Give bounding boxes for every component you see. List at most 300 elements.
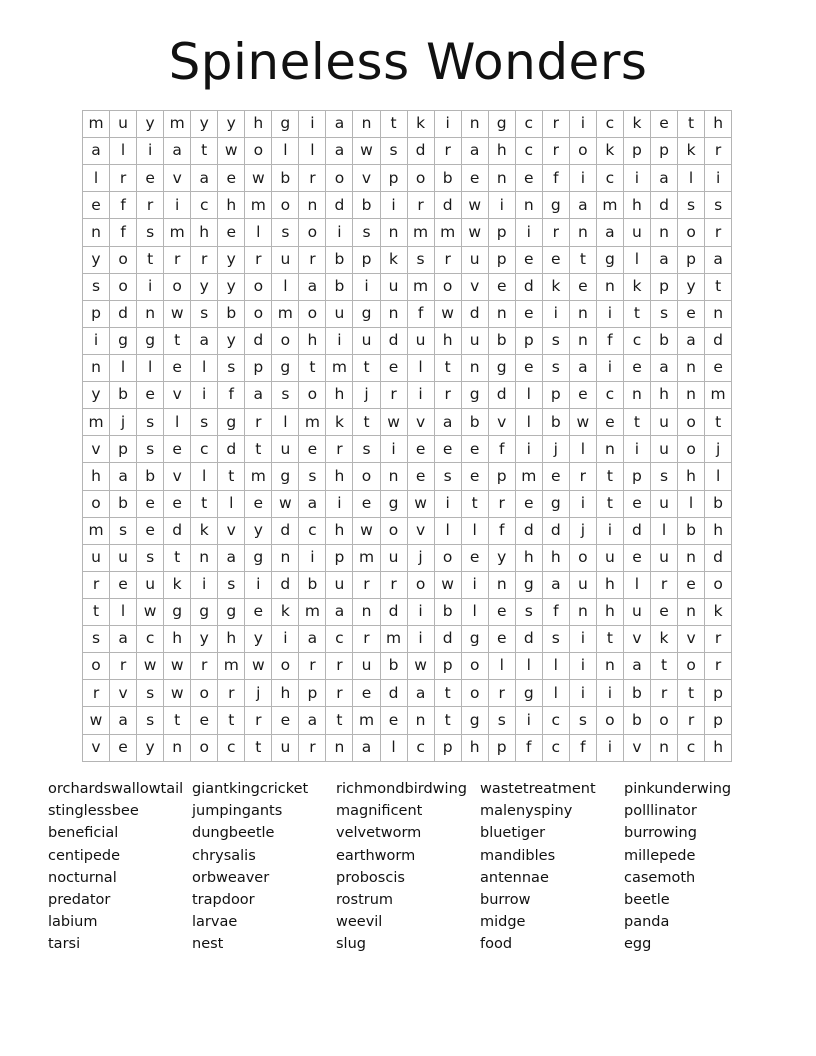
grid-cell[interactable]: h xyxy=(326,463,353,490)
grid-cell[interactable]: s xyxy=(650,463,677,490)
grid-cell[interactable]: l xyxy=(542,653,569,680)
grid-cell[interactable]: g xyxy=(110,327,137,354)
grid-cell[interactable]: o xyxy=(83,653,110,680)
grid-cell[interactable]: m xyxy=(164,111,191,138)
grid-cell[interactable]: p xyxy=(488,463,515,490)
grid-cell[interactable]: p xyxy=(434,734,461,761)
grid-cell[interactable]: e xyxy=(488,598,515,625)
grid-cell[interactable]: i xyxy=(407,598,434,625)
grid-cell[interactable]: r xyxy=(542,138,569,165)
grid-cell[interactable]: n xyxy=(272,544,299,571)
grid-cell[interactable]: u xyxy=(650,436,677,463)
grid-cell[interactable]: c xyxy=(542,734,569,761)
grid-cell[interactable]: a xyxy=(596,219,623,246)
grid-cell[interactable]: o xyxy=(245,273,272,300)
grid-cell[interactable]: l xyxy=(110,598,137,625)
grid-cell[interactable]: s xyxy=(83,626,110,653)
grid-cell[interactable]: p xyxy=(488,246,515,273)
grid-cell[interactable]: n xyxy=(380,300,407,327)
grid-cell[interactable]: t xyxy=(434,707,461,734)
grid-cell[interactable]: l xyxy=(272,273,299,300)
grid-cell[interactable]: b xyxy=(326,273,353,300)
grid-cell[interactable]: l xyxy=(110,138,137,165)
grid-cell[interactable]: i xyxy=(326,327,353,354)
grid-cell[interactable]: m xyxy=(218,653,245,680)
grid-cell[interactable]: a xyxy=(407,680,434,707)
grid-cell[interactable]: l xyxy=(110,354,137,381)
grid-cell[interactable]: w xyxy=(569,409,596,436)
grid-cell[interactable]: g xyxy=(515,680,542,707)
grid-cell[interactable]: p xyxy=(623,463,650,490)
grid-cell[interactable]: w xyxy=(137,653,164,680)
grid-cell[interactable]: l xyxy=(678,490,705,517)
grid-cell[interactable]: p xyxy=(353,246,380,273)
grid-cell[interactable]: r xyxy=(110,165,137,192)
grid-cell[interactable]: o xyxy=(272,192,299,219)
grid-cell[interactable]: s xyxy=(83,273,110,300)
grid-cell[interactable]: b xyxy=(678,517,705,544)
grid-cell[interactable]: p xyxy=(515,327,542,354)
grid-cell[interactable]: i xyxy=(407,382,434,409)
grid-cell[interactable]: e xyxy=(569,382,596,409)
grid-cell[interactable]: h xyxy=(515,544,542,571)
grid-cell[interactable]: n xyxy=(407,707,434,734)
grid-cell[interactable]: f xyxy=(515,734,542,761)
grid-cell[interactable]: y xyxy=(83,382,110,409)
grid-cell[interactable]: c xyxy=(299,517,326,544)
grid-cell[interactable]: e xyxy=(623,490,650,517)
grid-cell[interactable]: d xyxy=(705,544,732,571)
grid-cell[interactable]: r xyxy=(299,653,326,680)
grid-cell[interactable]: e xyxy=(272,707,299,734)
grid-cell[interactable]: i xyxy=(596,300,623,327)
grid-cell[interactable]: r xyxy=(650,571,677,598)
grid-cell[interactable]: d xyxy=(164,517,191,544)
grid-cell[interactable]: o xyxy=(461,653,488,680)
grid-cell[interactable]: w xyxy=(380,409,407,436)
grid-cell[interactable]: e xyxy=(353,490,380,517)
grid-cell[interactable]: m xyxy=(245,463,272,490)
grid-cell[interactable]: h xyxy=(461,734,488,761)
grid-cell[interactable]: t xyxy=(623,300,650,327)
grid-cell[interactable]: a xyxy=(191,327,218,354)
grid-cell[interactable]: s xyxy=(353,219,380,246)
grid-cell[interactable]: s xyxy=(110,517,137,544)
grid-cell[interactable]: a xyxy=(110,707,137,734)
grid-cell[interactable]: e xyxy=(380,354,407,381)
grid-cell[interactable]: n xyxy=(191,544,218,571)
grid-cell[interactable]: v xyxy=(678,626,705,653)
grid-cell[interactable]: y xyxy=(137,111,164,138)
grid-cell[interactable]: s xyxy=(488,707,515,734)
grid-cell[interactable]: s xyxy=(407,246,434,273)
grid-cell[interactable]: g xyxy=(380,490,407,517)
grid-cell[interactable]: e xyxy=(434,436,461,463)
grid-cell[interactable]: h xyxy=(245,111,272,138)
grid-cell[interactable]: e xyxy=(515,300,542,327)
grid-cell[interactable]: e xyxy=(407,436,434,463)
grid-cell[interactable]: d xyxy=(461,300,488,327)
grid-cell[interactable]: u xyxy=(380,273,407,300)
grid-cell[interactable]: v xyxy=(110,680,137,707)
grid-cell[interactable]: g xyxy=(488,111,515,138)
grid-cell[interactable]: e xyxy=(488,273,515,300)
grid-cell[interactable]: m xyxy=(407,273,434,300)
grid-cell[interactable]: h xyxy=(218,192,245,219)
grid-cell[interactable]: g xyxy=(488,354,515,381)
grid-cell[interactable]: p xyxy=(83,300,110,327)
grid-cell[interactable]: i xyxy=(245,571,272,598)
grid-cell[interactable]: j xyxy=(245,680,272,707)
grid-cell[interactable]: e xyxy=(245,490,272,517)
grid-cell[interactable]: i xyxy=(326,490,353,517)
grid-cell[interactable]: t xyxy=(596,490,623,517)
grid-cell[interactable]: g xyxy=(461,626,488,653)
grid-cell[interactable]: s xyxy=(353,436,380,463)
grid-cell[interactable]: t xyxy=(434,680,461,707)
grid-cell[interactable]: l xyxy=(191,463,218,490)
grid-cell[interactable]: i xyxy=(191,382,218,409)
grid-cell[interactable]: m xyxy=(434,219,461,246)
grid-cell[interactable]: e xyxy=(515,246,542,273)
grid-cell[interactable]: i xyxy=(380,192,407,219)
grid-cell[interactable]: h xyxy=(326,517,353,544)
grid-cell[interactable]: r xyxy=(380,382,407,409)
grid-cell[interactable]: e xyxy=(650,111,677,138)
grid-cell[interactable]: r xyxy=(110,653,137,680)
grid-cell[interactable]: e xyxy=(515,354,542,381)
grid-cell[interactable]: t xyxy=(353,354,380,381)
grid-cell[interactable]: a xyxy=(110,463,137,490)
grid-cell[interactable]: g xyxy=(272,354,299,381)
grid-cell[interactable]: w xyxy=(407,490,434,517)
grid-cell[interactable]: m xyxy=(515,463,542,490)
grid-cell[interactable]: i xyxy=(326,219,353,246)
grid-cell[interactable]: k xyxy=(650,626,677,653)
grid-cell[interactable]: o xyxy=(678,436,705,463)
grid-cell[interactable]: b xyxy=(623,707,650,734)
grid-cell[interactable]: r xyxy=(705,219,732,246)
grid-cell[interactable]: t xyxy=(299,354,326,381)
grid-cell[interactable]: t xyxy=(705,409,732,436)
grid-cell[interactable]: a xyxy=(326,138,353,165)
grid-cell[interactable]: k xyxy=(623,111,650,138)
grid-cell[interactable]: r xyxy=(488,490,515,517)
grid-cell[interactable]: r xyxy=(245,409,272,436)
grid-cell[interactable]: r xyxy=(380,571,407,598)
grid-cell[interactable]: d xyxy=(515,273,542,300)
grid-cell[interactable]: t xyxy=(569,246,596,273)
grid-cell[interactable]: m xyxy=(299,409,326,436)
grid-cell[interactable]: y xyxy=(191,111,218,138)
grid-cell[interactable]: m xyxy=(705,382,732,409)
grid-cell[interactable]: l xyxy=(569,436,596,463)
grid-cell[interactable]: p xyxy=(488,219,515,246)
grid-cell[interactable]: u xyxy=(569,571,596,598)
grid-cell[interactable]: l xyxy=(137,354,164,381)
grid-cell[interactable]: s xyxy=(299,463,326,490)
grid-cell[interactable]: e xyxy=(407,463,434,490)
grid-cell[interactable]: r xyxy=(353,626,380,653)
grid-cell[interactable]: a xyxy=(299,490,326,517)
grid-cell[interactable]: s xyxy=(137,409,164,436)
grid-cell[interactable]: i xyxy=(272,626,299,653)
grid-cell[interactable]: d xyxy=(542,517,569,544)
grid-cell[interactable]: n xyxy=(678,354,705,381)
grid-cell[interactable]: f xyxy=(569,734,596,761)
grid-cell[interactable]: i xyxy=(542,300,569,327)
grid-cell[interactable]: i xyxy=(569,490,596,517)
grid-cell[interactable]: b xyxy=(110,490,137,517)
grid-cell[interactable]: t xyxy=(245,436,272,463)
grid-cell[interactable]: t xyxy=(353,409,380,436)
grid-cell[interactable]: r xyxy=(191,653,218,680)
grid-cell[interactable]: a xyxy=(164,138,191,165)
grid-cell[interactable]: p xyxy=(299,680,326,707)
grid-cell[interactable]: r xyxy=(353,571,380,598)
grid-cell[interactable]: a xyxy=(650,165,677,192)
grid-cell[interactable]: p xyxy=(650,138,677,165)
grid-cell[interactable]: e xyxy=(623,354,650,381)
grid-cell[interactable]: s xyxy=(137,219,164,246)
grid-cell[interactable]: l xyxy=(272,409,299,436)
grid-cell[interactable]: e xyxy=(164,490,191,517)
grid-cell[interactable]: c xyxy=(678,734,705,761)
grid-cell[interactable]: a xyxy=(218,544,245,571)
grid-cell[interactable]: k xyxy=(542,273,569,300)
grid-cell[interactable]: f xyxy=(110,219,137,246)
grid-cell[interactable]: e xyxy=(164,354,191,381)
grid-cell[interactable]: l xyxy=(218,490,245,517)
grid-cell[interactable]: n xyxy=(488,571,515,598)
grid-cell[interactable]: s xyxy=(542,327,569,354)
grid-cell[interactable]: r xyxy=(705,138,732,165)
grid-cell[interactable]: g xyxy=(272,463,299,490)
grid-cell[interactable]: i xyxy=(488,192,515,219)
grid-cell[interactable]: a xyxy=(705,246,732,273)
grid-cell[interactable]: g xyxy=(164,598,191,625)
grid-cell[interactable]: b xyxy=(299,571,326,598)
grid-cell[interactable]: w xyxy=(461,192,488,219)
grid-cell[interactable]: g xyxy=(461,707,488,734)
grid-cell[interactable]: e xyxy=(245,598,272,625)
grid-cell[interactable]: u xyxy=(83,544,110,571)
grid-cell[interactable]: d xyxy=(380,327,407,354)
grid-cell[interactable]: w xyxy=(83,707,110,734)
grid-cell[interactable]: h xyxy=(191,219,218,246)
grid-cell[interactable]: l xyxy=(164,409,191,436)
grid-cell[interactable]: s xyxy=(137,680,164,707)
grid-cell[interactable]: l xyxy=(705,463,732,490)
grid-cell[interactable]: u xyxy=(326,300,353,327)
grid-cell[interactable]: l xyxy=(623,571,650,598)
grid-cell[interactable]: f xyxy=(542,598,569,625)
grid-cell[interactable]: t xyxy=(191,138,218,165)
grid-cell[interactable]: s xyxy=(137,707,164,734)
grid-cell[interactable]: p xyxy=(380,165,407,192)
grid-cell[interactable]: h xyxy=(164,626,191,653)
grid-cell[interactable]: t xyxy=(137,246,164,273)
grid-cell[interactable]: m xyxy=(299,598,326,625)
grid-cell[interactable]: t xyxy=(623,409,650,436)
grid-cell[interactable]: l xyxy=(245,219,272,246)
grid-cell[interactable]: e xyxy=(110,734,137,761)
grid-cell[interactable]: g xyxy=(596,246,623,273)
grid-cell[interactable]: s xyxy=(218,354,245,381)
grid-cell[interactable]: u xyxy=(650,544,677,571)
grid-cell[interactable]: m xyxy=(83,111,110,138)
grid-cell[interactable]: g xyxy=(542,192,569,219)
grid-cell[interactable]: v xyxy=(623,734,650,761)
grid-cell[interactable]: j xyxy=(569,517,596,544)
grid-cell[interactable]: c xyxy=(623,327,650,354)
grid-cell[interactable]: o xyxy=(272,327,299,354)
grid-cell[interactable]: r xyxy=(326,680,353,707)
grid-cell[interactable]: h xyxy=(272,680,299,707)
grid-cell[interactable]: p xyxy=(705,680,732,707)
grid-cell[interactable]: i xyxy=(434,490,461,517)
grid-cell[interactable]: g xyxy=(542,490,569,517)
grid-cell[interactable]: l xyxy=(678,165,705,192)
grid-cell[interactable]: m xyxy=(272,300,299,327)
grid-cell[interactable]: a xyxy=(623,653,650,680)
grid-cell[interactable]: a xyxy=(569,354,596,381)
grid-cell[interactable]: e xyxy=(218,219,245,246)
grid-cell[interactable]: p xyxy=(542,382,569,409)
grid-cell[interactable]: n xyxy=(353,598,380,625)
grid-cell[interactable]: v xyxy=(164,463,191,490)
grid-cell[interactable]: a xyxy=(110,626,137,653)
grid-cell[interactable]: h xyxy=(596,598,623,625)
grid-cell[interactable]: c xyxy=(407,734,434,761)
grid-cell[interactable]: b xyxy=(434,598,461,625)
grid-cell[interactable]: s xyxy=(191,300,218,327)
grid-cell[interactable]: f xyxy=(218,382,245,409)
grid-cell[interactable]: y xyxy=(245,517,272,544)
grid-cell[interactable]: c xyxy=(191,192,218,219)
grid-cell[interactable]: b xyxy=(326,246,353,273)
grid-cell[interactable]: i xyxy=(569,111,596,138)
grid-cell[interactable]: k xyxy=(326,409,353,436)
grid-cell[interactable]: m xyxy=(164,219,191,246)
grid-cell[interactable]: d xyxy=(272,571,299,598)
grid-cell[interactable]: d xyxy=(488,382,515,409)
grid-cell[interactable]: l xyxy=(488,653,515,680)
grid-cell[interactable]: e xyxy=(137,517,164,544)
grid-cell[interactable]: w xyxy=(164,680,191,707)
grid-cell[interactable]: u xyxy=(353,327,380,354)
grid-cell[interactable]: e xyxy=(596,409,623,436)
grid-cell[interactable]: r xyxy=(245,246,272,273)
grid-cell[interactable]: c xyxy=(596,111,623,138)
grid-cell[interactable]: i xyxy=(623,165,650,192)
grid-cell[interactable]: e xyxy=(650,598,677,625)
grid-cell[interactable]: k xyxy=(407,111,434,138)
grid-cell[interactable]: u xyxy=(353,653,380,680)
grid-cell[interactable]: a xyxy=(434,409,461,436)
grid-cell[interactable]: s xyxy=(218,571,245,598)
grid-cell[interactable]: p xyxy=(434,653,461,680)
grid-cell[interactable]: c xyxy=(218,734,245,761)
grid-cell[interactable]: j xyxy=(407,544,434,571)
grid-cell[interactable]: n xyxy=(678,544,705,571)
grid-cell[interactable]: l xyxy=(461,598,488,625)
grid-cell[interactable]: r xyxy=(705,626,732,653)
grid-cell[interactable]: o xyxy=(191,680,218,707)
grid-cell[interactable]: i xyxy=(137,138,164,165)
grid-cell[interactable]: w xyxy=(353,138,380,165)
grid-cell[interactable]: h xyxy=(488,138,515,165)
grid-cell[interactable]: l xyxy=(380,734,407,761)
grid-cell[interactable]: g xyxy=(272,111,299,138)
grid-cell[interactable]: a xyxy=(650,354,677,381)
grid-cell[interactable]: w xyxy=(272,490,299,517)
grid-cell[interactable]: h xyxy=(218,626,245,653)
grid-cell[interactable]: i xyxy=(83,327,110,354)
grid-cell[interactable]: o xyxy=(326,165,353,192)
grid-cell[interactable]: o xyxy=(245,300,272,327)
grid-cell[interactable]: v xyxy=(164,165,191,192)
grid-cell[interactable]: p xyxy=(110,436,137,463)
grid-cell[interactable]: t xyxy=(596,463,623,490)
grid-cell[interactable]: o xyxy=(164,273,191,300)
grid-cell[interactable]: l xyxy=(650,517,677,544)
grid-cell[interactable]: n xyxy=(596,436,623,463)
grid-cell[interactable]: u xyxy=(461,327,488,354)
grid-cell[interactable]: c xyxy=(515,138,542,165)
grid-cell[interactable]: r xyxy=(83,680,110,707)
grid-cell[interactable]: r xyxy=(569,463,596,490)
grid-cell[interactable]: o xyxy=(678,219,705,246)
grid-cell[interactable]: n xyxy=(569,219,596,246)
grid-cell[interactable]: a xyxy=(542,571,569,598)
grid-cell[interactable]: y xyxy=(245,626,272,653)
grid-cell[interactable]: i xyxy=(596,354,623,381)
grid-cell[interactable]: i xyxy=(623,436,650,463)
grid-cell[interactable]: t xyxy=(164,327,191,354)
grid-cell[interactable]: e xyxy=(164,436,191,463)
grid-cell[interactable]: r xyxy=(245,707,272,734)
grid-cell[interactable]: h xyxy=(83,463,110,490)
grid-cell[interactable]: v xyxy=(461,273,488,300)
grid-cell[interactable]: o xyxy=(596,707,623,734)
grid-cell[interactable]: o xyxy=(407,571,434,598)
grid-cell[interactable]: k xyxy=(596,138,623,165)
grid-cell[interactable]: t xyxy=(164,544,191,571)
grid-cell[interactable]: a xyxy=(326,111,353,138)
grid-cell[interactable]: s xyxy=(272,219,299,246)
grid-cell[interactable]: l xyxy=(272,138,299,165)
grid-cell[interactable]: r xyxy=(434,138,461,165)
grid-cell[interactable]: r xyxy=(299,165,326,192)
grid-cell[interactable]: a xyxy=(326,598,353,625)
grid-cell[interactable]: s xyxy=(542,626,569,653)
grid-cell[interactable]: m xyxy=(353,707,380,734)
grid-cell[interactable]: r xyxy=(488,680,515,707)
grid-cell[interactable]: n xyxy=(569,300,596,327)
grid-cell[interactable]: j xyxy=(705,436,732,463)
grid-cell[interactable]: l xyxy=(407,354,434,381)
grid-cell[interactable]: l xyxy=(191,354,218,381)
grid-cell[interactable]: b xyxy=(137,463,164,490)
grid-cell[interactable]: n xyxy=(299,192,326,219)
grid-cell[interactable]: o xyxy=(678,653,705,680)
grid-cell[interactable]: a xyxy=(83,138,110,165)
grid-cell[interactable]: w xyxy=(245,165,272,192)
grid-cell[interactable]: i xyxy=(596,734,623,761)
grid-cell[interactable]: r xyxy=(542,111,569,138)
grid-cell[interactable]: s xyxy=(650,300,677,327)
